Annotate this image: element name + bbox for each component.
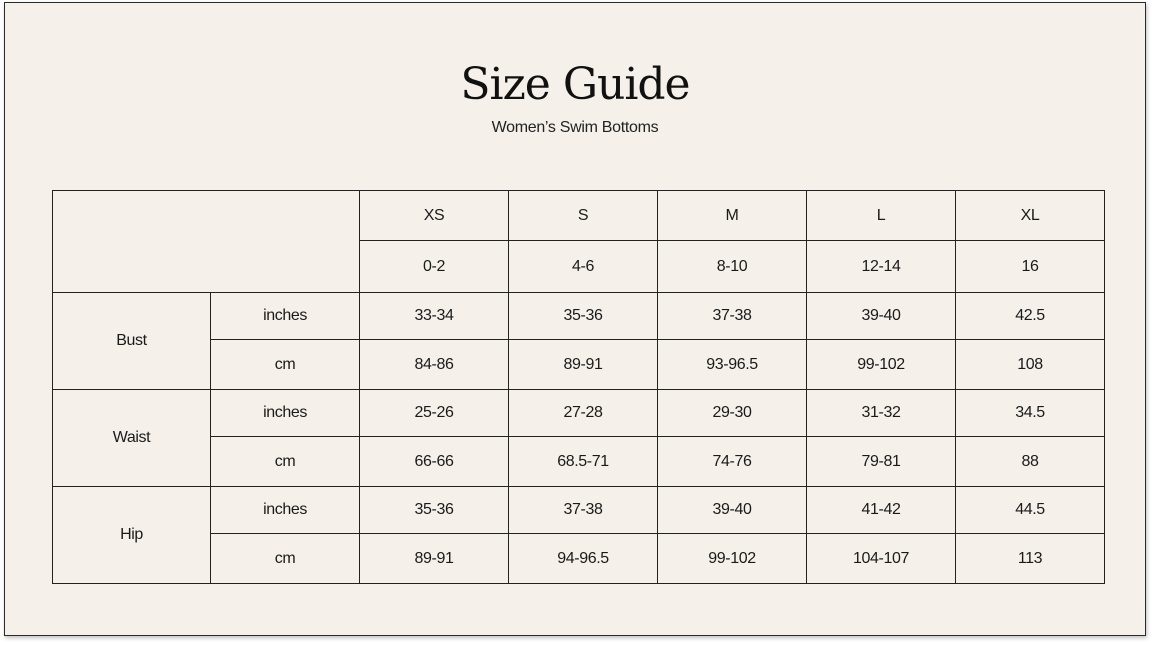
table-row-bust-inches (53, 293, 1105, 340)
table-cell: 37-38 (658, 293, 807, 340)
size-guide-card (4, 2, 1146, 636)
table-corner-cell (53, 191, 360, 293)
table-cell: 74-76 (658, 437, 807, 487)
table-cell: 94-96.5 (509, 534, 658, 584)
table-cell: 66-66 (360, 437, 509, 487)
table-cell: 35-36 (509, 293, 658, 340)
table-row-hip-inches (53, 487, 1105, 534)
table-cell: 37-38 (509, 487, 658, 534)
unit-label: inches (211, 487, 360, 534)
table-row-waist-inches (53, 390, 1105, 437)
table-cell: 29-30 (658, 390, 807, 437)
table-row-hip-cm (53, 534, 1105, 584)
table-cell: 27-28 (509, 390, 658, 437)
table-cell: 31-32 (807, 390, 956, 437)
group-label-hip: Hip (53, 487, 211, 584)
table-cell: 42.5 (956, 293, 1105, 340)
page-subtitle: Women’s Swim Bottoms (491, 119, 659, 136)
size-range-s: 4-6 (509, 241, 658, 293)
table-cell: 44.5 (956, 487, 1105, 534)
size-range-xs: 0-2 (360, 241, 509, 293)
table-cell: 39-40 (658, 487, 807, 534)
group-label-waist: Waist (53, 390, 211, 487)
table-row-bust-cm (53, 340, 1105, 390)
table-cell: 88 (956, 437, 1105, 487)
size-header-m: M (658, 191, 807, 241)
size-header-xs: XS (360, 191, 509, 241)
table-cell: 25-26 (360, 390, 509, 437)
size-range-l: 12-14 (807, 241, 956, 293)
unit-label: inches (211, 293, 360, 340)
size-header-xl: XL (956, 191, 1105, 241)
table-cell: 108 (956, 340, 1105, 390)
size-range-m: 8-10 (658, 241, 807, 293)
table-cell: 99-102 (658, 534, 807, 584)
table-cell: 68.5-71 (509, 437, 658, 487)
unit-label: cm (211, 340, 360, 390)
table-cell: 39-40 (807, 293, 956, 340)
size-label-row (53, 191, 1105, 241)
unit-label: cm (211, 437, 360, 487)
table-cell: 89-91 (360, 534, 509, 584)
size-header-l: L (807, 191, 956, 241)
table-cell: 113 (956, 534, 1105, 584)
page-title: Size Guide (460, 59, 690, 110)
unit-label: cm (211, 534, 360, 584)
group-label-bust: Bust (53, 293, 211, 390)
unit-label: inches (211, 390, 360, 437)
table-cell: 84-86 (360, 340, 509, 390)
table-row-waist-cm (53, 437, 1105, 487)
table-cell: 34.5 (956, 390, 1105, 437)
size-range-xl: 16 (956, 241, 1105, 293)
size-header-s: S (509, 191, 658, 241)
table-cell: 104-107 (807, 534, 956, 584)
table-cell: 35-36 (360, 487, 509, 534)
size-table (52, 190, 1105, 584)
table-cell: 33-34 (360, 293, 509, 340)
table-cell: 41-42 (807, 487, 956, 534)
table-cell: 79-81 (807, 437, 956, 487)
table-cell: 99-102 (807, 340, 956, 390)
table-cell: 89-91 (509, 340, 658, 390)
table-cell: 93-96.5 (658, 340, 807, 390)
